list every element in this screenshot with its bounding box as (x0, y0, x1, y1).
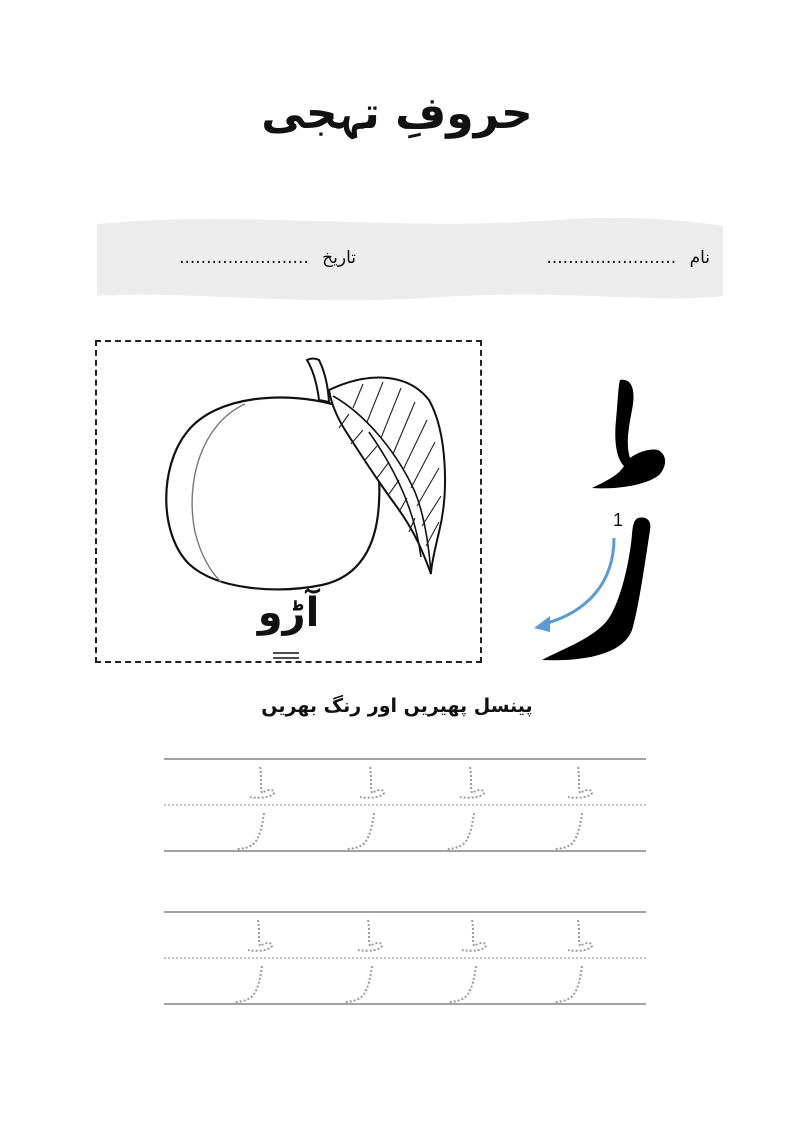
date-label: تاریخ (322, 248, 356, 268)
stroke-number: 1 (613, 510, 624, 530)
name-blank[interactable]: ........................ (546, 248, 677, 268)
name-label: نام (689, 248, 710, 268)
curved-arrow-icon (534, 616, 550, 632)
date-blank[interactable]: ........................ (179, 248, 309, 268)
letter-tta-stroke-guide (520, 370, 670, 670)
date-field[interactable] (179, 248, 356, 268)
name-field[interactable] (546, 248, 710, 268)
tracing-practice-row[interactable] (160, 908, 650, 1008)
example-word: آڑو (257, 590, 320, 636)
page-title: حروفِ تہجی (261, 88, 533, 139)
instruction-text: پینسل پھیریں اور رنگ بھریں (261, 695, 533, 717)
tracing-practice-row[interactable] (160, 755, 650, 855)
